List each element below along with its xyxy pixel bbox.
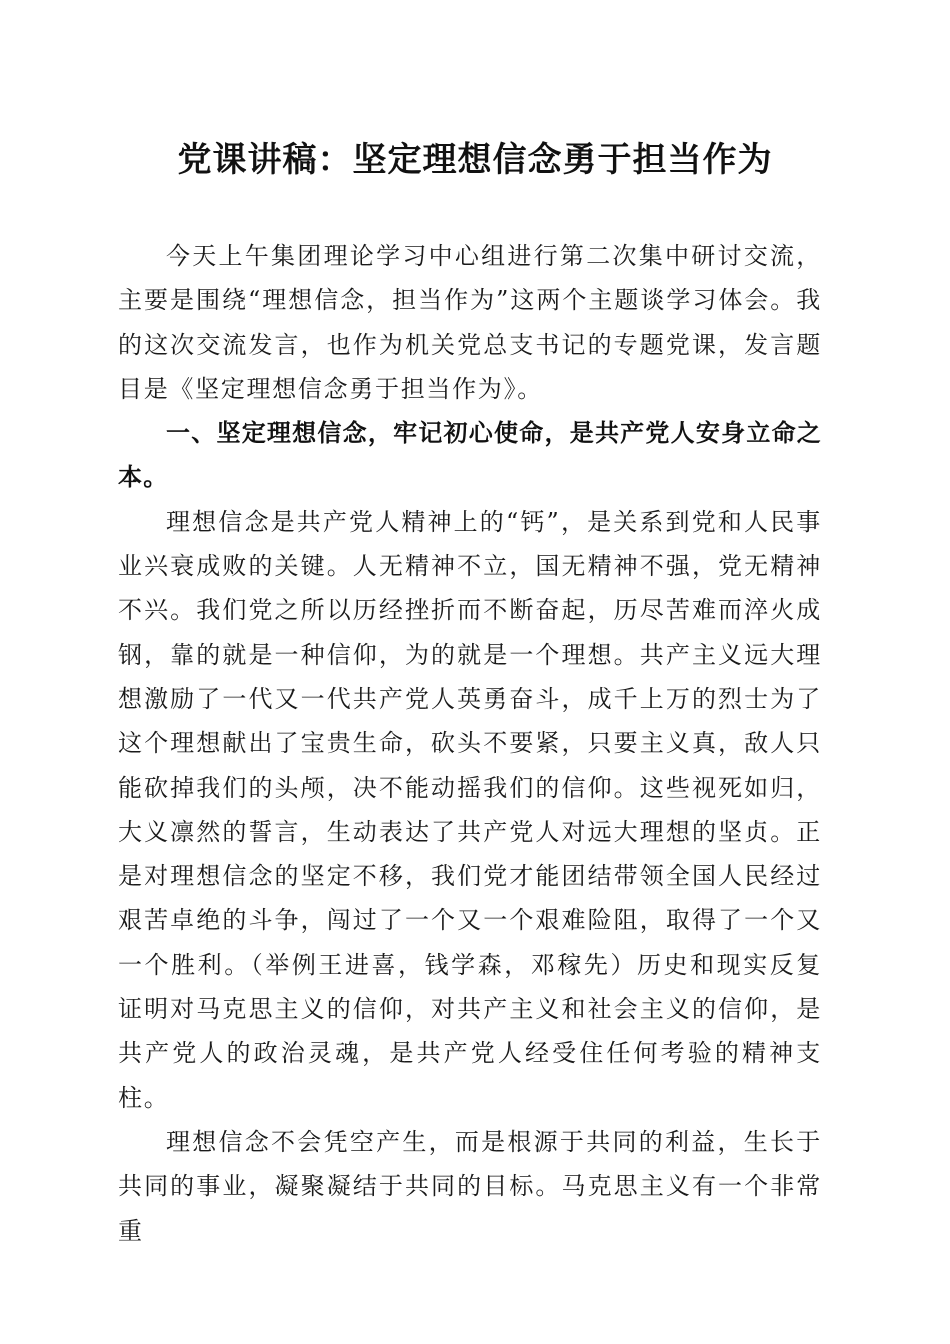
document-body — [118, 234, 822, 1253]
section-heading-1: 一、坚定理想信念，牢记初心使命，是共产党人安身立命之本。 — [118, 418, 822, 492]
paragraph-origin: 理想信念不会凭空产生，而是根源于共同的利益，生长于共同的事业，凝聚凝结于共同的目标。马克思主义有一个非常重 — [118, 1127, 822, 1245]
paragraph-ideals: 理想信念是共产党人精神上的“钙”，是关系到党和人民事业兴衰成败的关键。人无精神不立，国无精神不强，党无精神不兴。我们党之所以历经挫折而不断奋起，历尽苦难而淬火成钢，靠的就是一种信仰，为的就是一个理想。共产主义远大理想激励了一代又一代共产党人英勇奋斗，成千上万的烈士为了这个理想献出了宝贵生命，砍头不要紧，只要主义真，敌人只能砍掉我们的头颅，决不能动摇我们的信仰。这些视死如归，大义凛然的誓言，生动表达了共产党人对远大理想的坚贞。正是对理想信念的坚定不移，我们党才能团结带领全国人民经过艰苦卓绝的斗争，闯过了一个又一个艰难险阻，取得了一个又一个胜利。（举例王进喜，钱学森，邓稼先）历史和现实反复证明对马克思主义的信仰，对共产主义和社会主义的信仰，是共产党人的政治灵魂，是共产党人经受住任何考验的精神支柱。 — [118, 507, 822, 1112]
document-title: 党课讲稿：坚定理想信念勇于担当作为 — [177, 140, 773, 180]
paragraph-intro: 今天上午集团理论学习中心组进行第二次集中研讨交流，主要是围绕“理想信念，担当作为”这两个主题谈学习体会。我的这次交流发言，也作为机关党总支书记的专题党课，发言题目是《坚定理想信念勇于担当作为》。 — [118, 242, 822, 403]
